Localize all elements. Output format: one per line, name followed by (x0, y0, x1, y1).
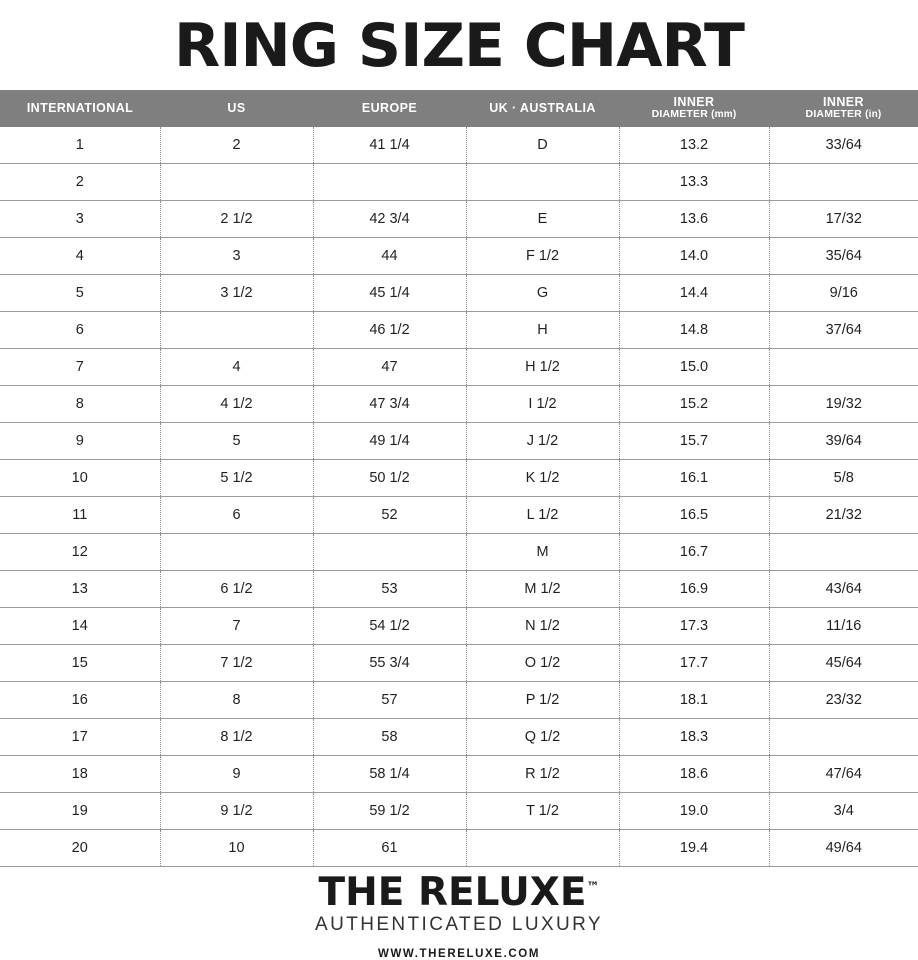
cell-us: 10 (160, 829, 313, 866)
table-row (0, 163, 918, 200)
ring-size-table (0, 90, 918, 867)
table-row (0, 311, 918, 348)
cell-inner-diameter-mm: 17.7 (619, 644, 769, 681)
cell-inner-diameter-in (769, 533, 918, 570)
cell-inner-diameter-mm: 18.1 (619, 681, 769, 718)
table-row (0, 792, 918, 829)
cell-inner-diameter-mm: 16.7 (619, 533, 769, 570)
cell-inner-diameter-in: 43/64 (769, 570, 918, 607)
cell-inner-diameter-mm: 15.2 (619, 385, 769, 422)
footer (0, 867, 918, 960)
cell-europe: 58 1/4 (313, 755, 466, 792)
cell-international: 4 (0, 237, 160, 274)
cell-uk-australia: H 1/2 (466, 348, 619, 385)
cell-uk-australia (466, 829, 619, 866)
cell-europe (313, 163, 466, 200)
cell-inner-diameter-in: 19/32 (769, 385, 918, 422)
column-header-international: INTERNATIONAL (0, 90, 160, 127)
cell-international: 2 (0, 163, 160, 200)
cell-uk-australia: M (466, 533, 619, 570)
cell-us (160, 163, 313, 200)
column-header-inner-diameter-mm: INNER DIAMETER (mm) (619, 90, 769, 127)
table-row (0, 496, 918, 533)
cell-us: 5 1/2 (160, 459, 313, 496)
cell-europe: 61 (313, 829, 466, 866)
cell-inner-diameter-mm: 17.3 (619, 607, 769, 644)
cell-uk-australia: I 1/2 (466, 385, 619, 422)
cell-us: 2 1/2 (160, 200, 313, 237)
cell-europe: 50 1/2 (313, 459, 466, 496)
cell-europe: 53 (313, 570, 466, 607)
cell-europe: 42 3/4 (313, 200, 466, 237)
cell-europe: 46 1/2 (313, 311, 466, 348)
table-header (0, 90, 918, 127)
cell-uk-australia: Q 1/2 (466, 718, 619, 755)
cell-us: 3 1/2 (160, 274, 313, 311)
cell-us (160, 533, 313, 570)
cell-inner-diameter-in: 45/64 (769, 644, 918, 681)
cell-us: 2 (160, 127, 313, 164)
cell-international: 6 (0, 311, 160, 348)
cell-inner-diameter-in: 33/64 (769, 127, 918, 164)
cell-inner-diameter-mm: 19.0 (619, 792, 769, 829)
cell-us: 5 (160, 422, 313, 459)
cell-uk-australia: O 1/2 (466, 644, 619, 681)
cell-inner-diameter-mm: 15.7 (619, 422, 769, 459)
table-row (0, 644, 918, 681)
cell-inner-diameter-mm: 14.4 (619, 274, 769, 311)
cell-europe: 55 3/4 (313, 644, 466, 681)
cell-us (160, 311, 313, 348)
cell-uk-australia: F 1/2 (466, 237, 619, 274)
cell-uk-australia: P 1/2 (466, 681, 619, 718)
cell-uk-australia: G (466, 274, 619, 311)
column-header-europe: EUROPE (313, 90, 466, 127)
cell-inner-diameter-in: 11/16 (769, 607, 918, 644)
cell-inner-diameter-mm: 18.6 (619, 755, 769, 792)
cell-us: 9 (160, 755, 313, 792)
cell-us: 6 1/2 (160, 570, 313, 607)
cell-international: 1 (0, 127, 160, 164)
cell-international: 7 (0, 348, 160, 385)
cell-uk-australia: T 1/2 (466, 792, 619, 829)
table-row (0, 274, 918, 311)
cell-inner-diameter-in: 3/4 (769, 792, 918, 829)
table-row (0, 570, 918, 607)
table-row (0, 533, 918, 570)
cell-international: 14 (0, 607, 160, 644)
cell-inner-diameter-in (769, 348, 918, 385)
cell-international: 20 (0, 829, 160, 866)
table-header-row (0, 90, 918, 127)
cell-europe: 49 1/4 (313, 422, 466, 459)
cell-inner-diameter-mm: 18.3 (619, 718, 769, 755)
cell-uk-australia (466, 163, 619, 200)
cell-inner-diameter-in (769, 718, 918, 755)
table-row (0, 459, 918, 496)
cell-uk-australia: H (466, 311, 619, 348)
cell-inner-diameter-in: 5/8 (769, 459, 918, 496)
cell-europe: 47 (313, 348, 466, 385)
table-row (0, 829, 918, 866)
brand-tagline: AUTHENTICATED LUXURY (315, 913, 603, 935)
cell-us: 4 (160, 348, 313, 385)
cell-inner-diameter-in: 9/16 (769, 274, 918, 311)
cell-inner-diameter-mm: 13.2 (619, 127, 769, 164)
page-title: RING SIZE CHART (174, 11, 744, 81)
cell-inner-diameter-in: 23/32 (769, 681, 918, 718)
cell-inner-diameter-mm: 16.5 (619, 496, 769, 533)
cell-uk-australia: E (466, 200, 619, 237)
cell-europe: 41 1/4 (313, 127, 466, 164)
trademark-symbol: ™ (586, 879, 600, 895)
column-header-inner-diameter-in: INNER DIAMETER (in) (769, 90, 918, 127)
cell-europe: 58 (313, 718, 466, 755)
table-row (0, 422, 918, 459)
cell-europe (313, 533, 466, 570)
cell-inner-diameter-mm: 19.4 (619, 829, 769, 866)
cell-inner-diameter-in: 39/64 (769, 422, 918, 459)
table-row (0, 681, 918, 718)
cell-europe: 59 1/2 (313, 792, 466, 829)
cell-inner-diameter-mm: 14.0 (619, 237, 769, 274)
cell-international: 12 (0, 533, 160, 570)
cell-europe: 52 (313, 496, 466, 533)
cell-us: 8 1/2 (160, 718, 313, 755)
cell-inner-diameter-mm: 13.6 (619, 200, 769, 237)
cell-inner-diameter-mm: 16.9 (619, 570, 769, 607)
table-row (0, 718, 918, 755)
cell-inner-diameter-in: 17/32 (769, 200, 918, 237)
cell-europe: 45 1/4 (313, 274, 466, 311)
cell-international: 15 (0, 644, 160, 681)
cell-europe: 54 1/2 (313, 607, 466, 644)
cell-uk-australia: N 1/2 (466, 607, 619, 644)
cell-international: 16 (0, 681, 160, 718)
cell-europe: 44 (313, 237, 466, 274)
column-header-uk-australia: UK · AUSTRALIA (466, 90, 619, 127)
cell-us: 8 (160, 681, 313, 718)
cell-international: 9 (0, 422, 160, 459)
website-url: WWW.THERELUXE.COM (378, 947, 540, 960)
cell-international: 5 (0, 274, 160, 311)
cell-us: 6 (160, 496, 313, 533)
cell-international: 18 (0, 755, 160, 792)
cell-inner-diameter-in: 49/64 (769, 829, 918, 866)
table-body (0, 127, 918, 867)
cell-inner-diameter-in: 35/64 (769, 237, 918, 274)
table-row (0, 385, 918, 422)
cell-inner-diameter-mm: 15.0 (619, 348, 769, 385)
cell-uk-australia: R 1/2 (466, 755, 619, 792)
cell-inner-diameter-in: 37/64 (769, 311, 918, 348)
table-row (0, 127, 918, 164)
cell-inner-diameter-mm: 14.8 (619, 311, 769, 348)
table-row (0, 237, 918, 274)
cell-us: 7 1/2 (160, 644, 313, 681)
table-row (0, 348, 918, 385)
cell-inner-diameter-mm: 16.1 (619, 459, 769, 496)
cell-international: 19 (0, 792, 160, 829)
cell-international: 3 (0, 200, 160, 237)
cell-inner-diameter-mm: 13.3 (619, 163, 769, 200)
cell-inner-diameter-in (769, 163, 918, 200)
cell-international: 11 (0, 496, 160, 533)
cell-international: 8 (0, 385, 160, 422)
cell-us: 3 (160, 237, 313, 274)
cell-us: 7 (160, 607, 313, 644)
cell-international: 17 (0, 718, 160, 755)
cell-uk-australia: M 1/2 (466, 570, 619, 607)
cell-uk-australia: D (466, 127, 619, 164)
cell-inner-diameter-in: 47/64 (769, 755, 918, 792)
table-row (0, 200, 918, 237)
cell-international: 13 (0, 570, 160, 607)
table-row (0, 607, 918, 644)
cell-uk-australia: L 1/2 (466, 496, 619, 533)
brand-name: THE RELUXE™ (318, 869, 600, 915)
cell-international: 10 (0, 459, 160, 496)
cell-us: 4 1/2 (160, 385, 313, 422)
cell-inner-diameter-in: 21/32 (769, 496, 918, 533)
cell-uk-australia: K 1/2 (466, 459, 619, 496)
cell-europe: 47 3/4 (313, 385, 466, 422)
column-header-us: US (160, 90, 313, 127)
cell-us: 9 1/2 (160, 792, 313, 829)
cell-uk-australia: J 1/2 (466, 422, 619, 459)
cell-europe: 57 (313, 681, 466, 718)
table-row (0, 755, 918, 792)
